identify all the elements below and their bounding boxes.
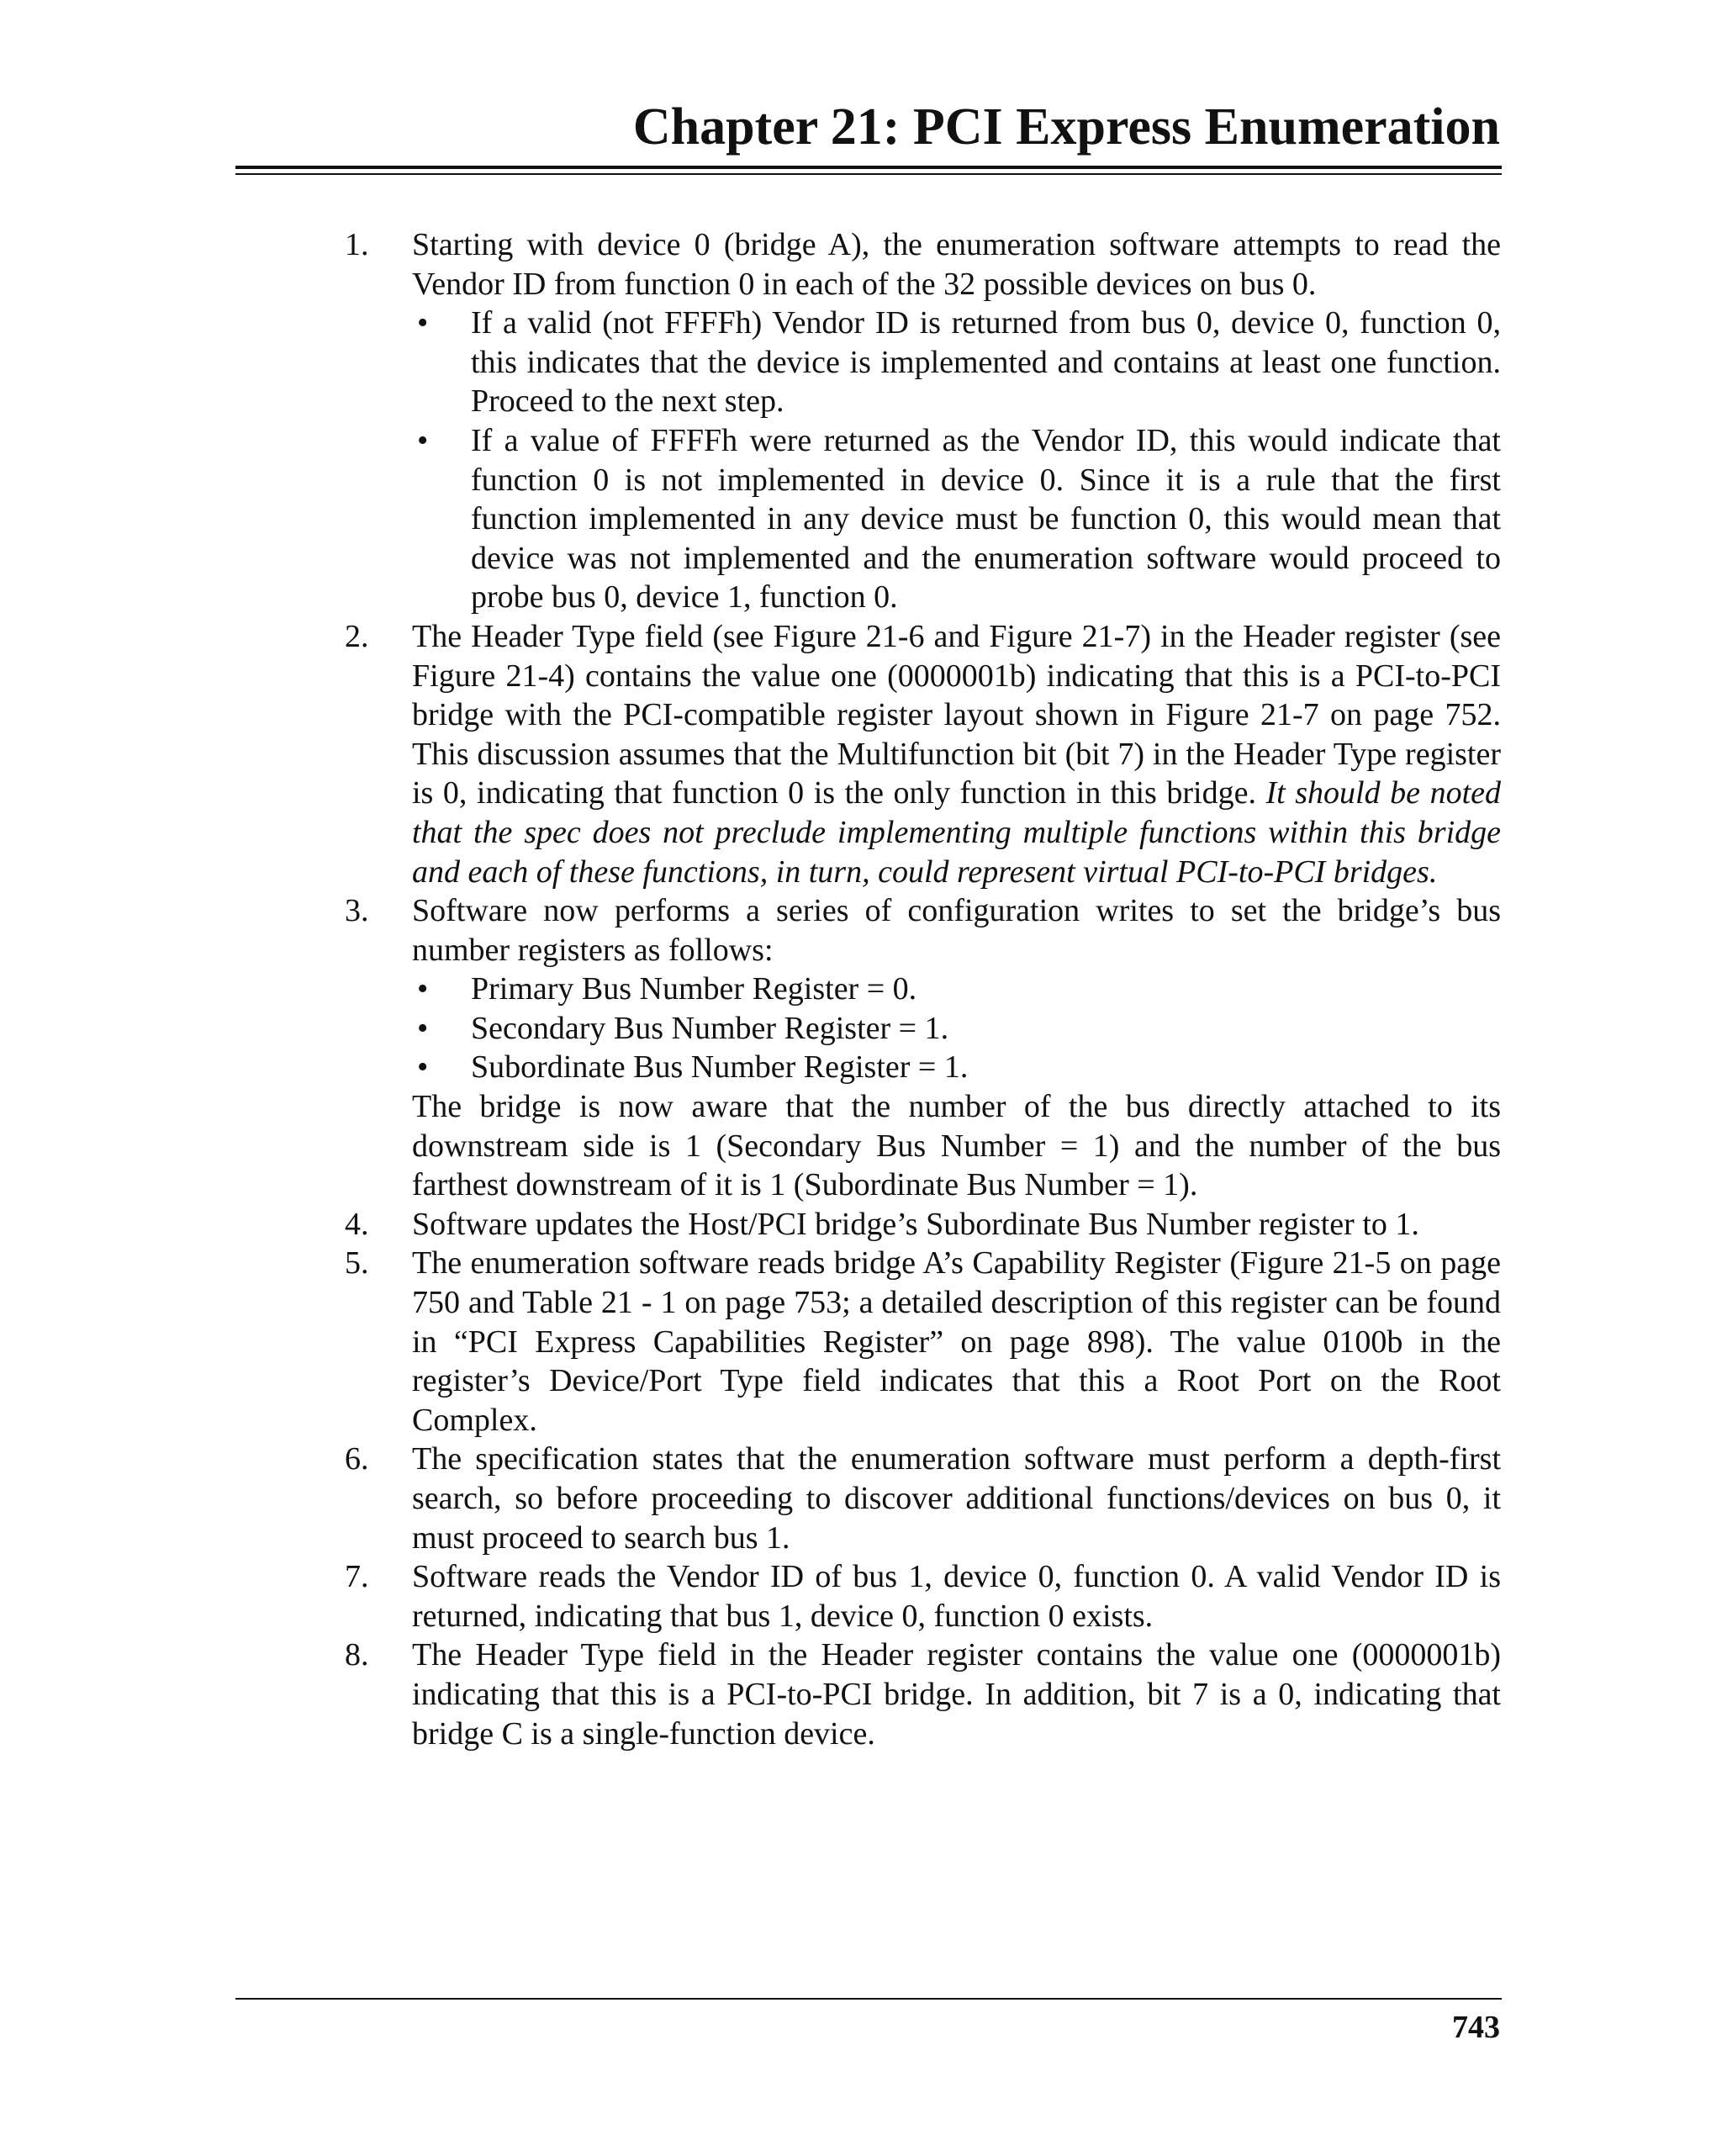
item-text: Software now performs a series of configuration writes to set the bridge’s bus number registers as follows:: [412, 893, 1501, 968]
bullet-item: [412, 970, 1501, 1009]
bullet-list: [412, 970, 1501, 1087]
header-rule-thick: [235, 166, 1502, 169]
bullet-item: [412, 421, 1501, 617]
bullet-text: Secondary Bus Number Register = 1.: [471, 1010, 949, 1046]
enumeration-steps-list: [345, 225, 1501, 1753]
list-item-3: [345, 891, 1501, 1205]
item-text: Starting with device 0 (bridge A), the enumeration software attempts to read the Vendor ID from function 0 in each of the 32 possible devices on bus 0.: [412, 227, 1501, 302]
bullet-icon: •: [417, 422, 429, 458]
item-number: 1.: [345, 227, 369, 262]
item-text: The enumeration software reads bridge A’s Capability Register (Figure 21-5 on page 750 and Table 21 - 1 on page 753; a detailed description of this register can be found in “PCI Express Capabilities Register” on page 898). The value 0100b in the register’s Device/Port Type field indicates that this a Root Port on the Root Complex.: [412, 1245, 1501, 1438]
item-text: The specification states that the enumeration software must perform a depth-first search, so before proceeding to discover additional functions/devices on bus 0, it must proceed to search bus 1.: [412, 1441, 1501, 1556]
list-item-4: [345, 1205, 1501, 1244]
bullet-icon: •: [417, 971, 429, 1007]
item-number: 8.: [345, 1637, 369, 1673]
list-item-7: [345, 1557, 1501, 1635]
bullet-icon: •: [417, 1010, 429, 1046]
list-item-5: [345, 1244, 1501, 1440]
item-number: 6.: [345, 1441, 369, 1477]
item-after-text: The bridge is now aware that the number of the bus directly attached to its downstream side is 1 (Secondary Bus Number = 1) and the number of the bus farthest downstream of it is 1 (Subordinate Bus Number = 1).: [412, 1089, 1501, 1203]
bullet-item: [412, 1048, 1501, 1087]
item-number: 5.: [345, 1245, 369, 1281]
item-number: 3.: [345, 893, 369, 929]
item-number: 7.: [345, 1559, 369, 1595]
page-number: 743: [1452, 2010, 1500, 2045]
bullet-text: Subordinate Bus Number Register = 1.: [471, 1049, 969, 1086]
item-text: The Header Type field (see Figure 21-6 and Figure 21-7) in the Header register (see Figure 21-4) contains the value one (0000001b) indicating that this is a PCI-to-PCI bridge with the PCI-compatible register layout shown in Figure 21-7 on page 752. This discussion assumes that the Multifunction bit (bit 7) in the Header Type register is 0, indicating that function 0 is the only function in this bridge.: [412, 618, 1501, 811]
footer-rule: [235, 1998, 1502, 2000]
bullet-list: [412, 304, 1501, 617]
bullet-icon: •: [417, 1049, 429, 1086]
header-rule-thin: [235, 173, 1502, 175]
item-number: 4.: [345, 1206, 369, 1242]
body-text: [345, 225, 1501, 1753]
item-paragraph: [412, 617, 1501, 891]
chapter-title: Chapter 21: PCI Express Enumeration: [632, 98, 1500, 156]
item-italic-note: It should be noted that the spec does not preclude implementing multiple functions within this bridge and each of these functions, in turn, could represent virtual PCI-to-PCI bridges.: [412, 775, 1501, 890]
bullet-icon: •: [417, 305, 429, 341]
bullet-text: If a value of FFFFh were returned as the Vendor ID, this would indicate that function 0 is not implemented in device 0. Since it is a rule that the first function implemented in any device must be function 0, this would mean that device was not implemented and the enumeration software would proceed to probe bus 0, device 1, function 0.: [471, 422, 1501, 616]
bullet-item: [412, 304, 1501, 421]
item-text: The Header Type field in the Header register contains the value one (0000001b) indicating that this is a PCI-to-PCI bridge. In addition, bit 7 is a 0, indicating that bridge C is a single-function device.: [412, 1637, 1501, 1752]
list-item-6: [345, 1440, 1501, 1557]
item-number: 2.: [345, 618, 369, 654]
item-text: Software reads the Vendor ID of bus 1, device 0, function 0. A valid Vendor ID is returned, indicating that bus 1, device 0, function 0 exists.: [412, 1559, 1501, 1634]
bullet-text: If a valid (not FFFFh) Vendor ID is returned from bus 0, device 0, function 0, this indicates that the device is implemented and contains at least one function. Proceed to the next step.: [471, 305, 1501, 420]
bullet-text: Primary Bus Number Register = 0.: [471, 971, 917, 1007]
list-item-1: [345, 225, 1501, 617]
item-text: Software updates the Host/PCI bridge’s Subordinate Bus Number register to 1.: [412, 1206, 1419, 1242]
list-item-8: [345, 1635, 1501, 1753]
bullet-item: [412, 1009, 1501, 1049]
list-item-2: [345, 617, 1501, 891]
